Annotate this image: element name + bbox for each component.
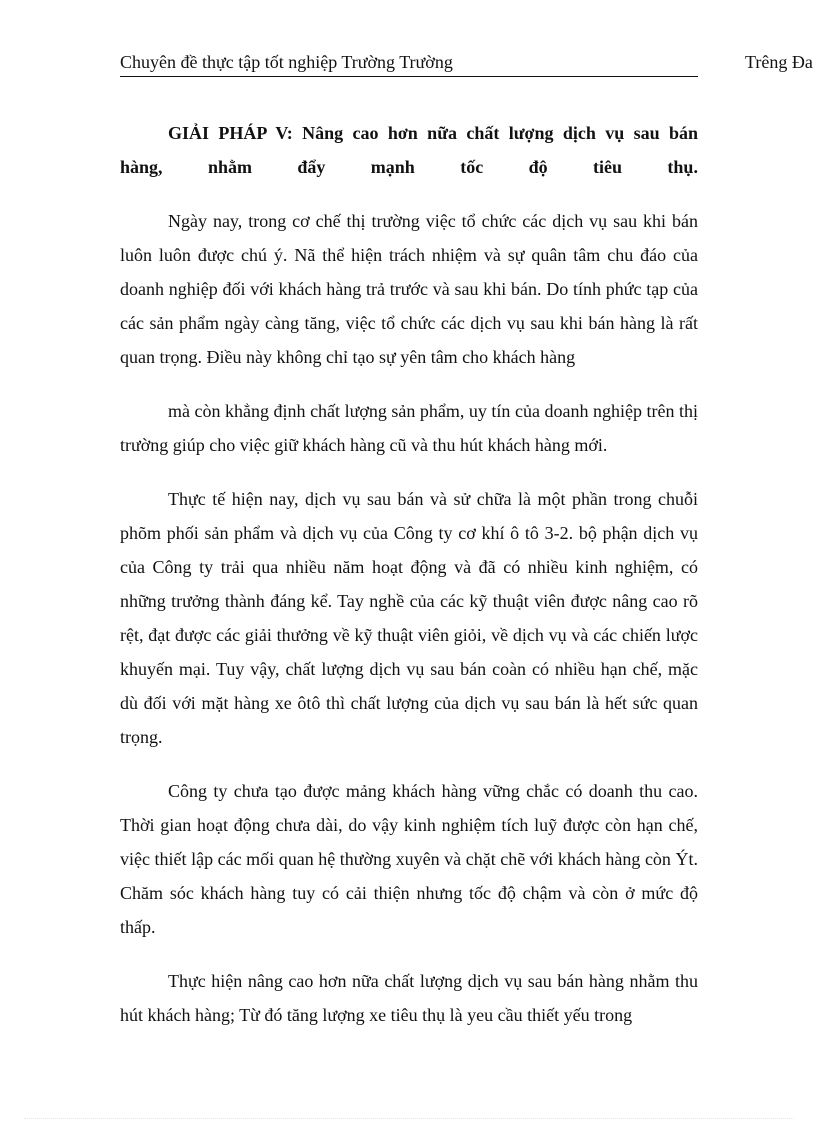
header-school: Trêng Đa [745, 52, 813, 72]
heading-word: độ [528, 157, 548, 177]
heading-word: đẩy [297, 157, 326, 177]
header-title: Chuyên đề thực tập tốt nghiệp Trường Trường [120, 52, 453, 72]
paragraph: mà còn khẳng định chất lượng sản phẩm, uy tín của doanh nghiệp trên thị trường giúp cho việc giữ khách hàng cũ và thu hút khách hàng mới. [120, 401, 698, 455]
heading-word: tốc [460, 157, 484, 177]
paragraph: Công ty chưa tạo được mảng khách hàng vững chắc có doanh thu cao. Thời gian hoạt động chưa dài, do vậy kinh nghiệm tích luỹ được còn hạn chế, việc thiết lập các mối quan hệ thường xuyên và chặt chẽ với khách hàng còn Ýt. Chăm sóc khách hàng tuy có cải thiện nhưng tốc độ chậm và còn ở mức độ thấp. [120, 781, 698, 937]
page-header [120, 52, 816, 78]
heading-word: hàng, [120, 157, 163, 177]
document-body [120, 116, 698, 1032]
heading-word: tiêu [593, 157, 623, 177]
section-heading-line-2 [120, 150, 698, 184]
page-bottom-border [24, 1118, 794, 1119]
paragraph: Ngày nay, trong cơ chế thị trường việc tổ chức các dịch vụ sau khi bán luôn luôn được chú ý. Nã thể hiện trách nhiệm và sự quân tâm chu đáo của doanh nghiệp đối với khách hàng trả trước và sau khi bán. Do tính phức tạp của các sản phẩm ngày càng tăng, việc tổ chức các dịch vụ sau khi bán hàng là rất quan trọng. Điều này không chỉ tạo sự yên tâm cho khách hàng [120, 211, 698, 367]
heading-word: mạnh [370, 157, 415, 177]
paragraph: Thực tế hiện nay, dịch vụ sau bán và sử chữa là một phần trong chuỗi phõm phối sản phẩm và dịch vụ của Công ty cơ khí ô tô 3-2. bộ phận dịch vụ của Công ty trải qua nhiều năm hoạt động và đã có nhiều kinh nghiệm, có những trưởng thành đáng kể. Tay nghề của các kỹ thuật viên được nâng cao rõ rệt, đạt được các giải thưởng về kỹ thuật viên giỏi, về dịch vụ và các chiến lược khuyến mại. Tuy vậy, chất lượng dịch vụ sau bán coàn có nhiều hạn chế, mặc dù đối với mặt hàng xe ôtô thì chất lượng của dịch vụ sau bán là hết sức quan trọng. [120, 489, 698, 747]
heading-word: nhằm [207, 157, 252, 177]
heading-word: thụ. [667, 157, 698, 177]
paragraph: Thực hiện nâng cao hơn nữa chất lượng dịch vụ sau bán hàng nhằm thu hút khách hàng; Từ đó tăng lượng xe tiêu thụ là yeu cầu thiết yếu trong [120, 971, 698, 1025]
header-divider [120, 76, 698, 77]
section-heading-line-1: GIẢI PHÁP V: Nâng cao hơn nữa chất lượng dịch vụ sau bán [168, 123, 698, 143]
